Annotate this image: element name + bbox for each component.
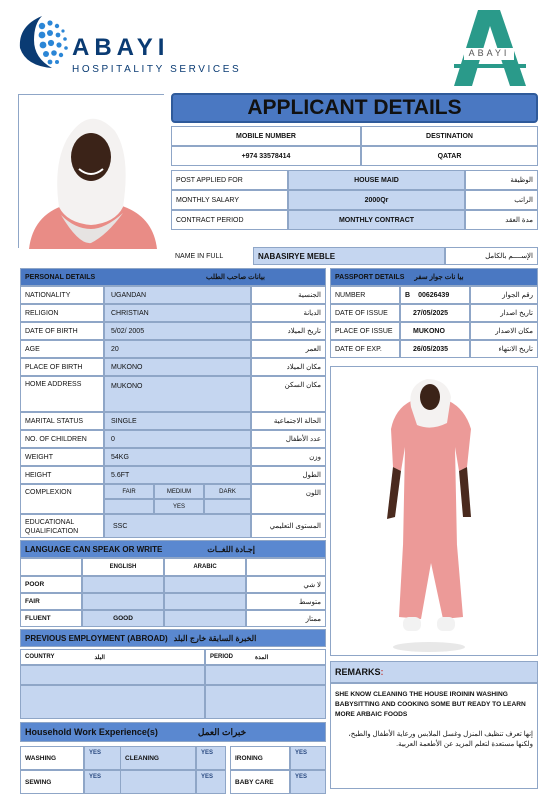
contract-value: MONTHLY CONTRACT: [288, 210, 465, 230]
passport-label-2: PLACE OF ISSUE: [330, 322, 400, 340]
name-ar: الإســــم بالكامل: [445, 247, 538, 265]
personal-value-5: MUKONO: [104, 376, 251, 412]
household-label-1: CLEANING: [120, 746, 196, 770]
secondary-logo-text: ABAYI: [468, 48, 510, 58]
salary-value: 2000Qr: [288, 190, 465, 210]
personal-ar-8: وزن: [251, 448, 326, 466]
personal-label-0: NATIONALITY: [20, 286, 104, 304]
complexion-mark: YES: [154, 499, 204, 514]
brand-name: ABAYI: [72, 34, 170, 61]
household-value-4: YES: [196, 770, 226, 794]
personal-label-4: PLACE OF BIRTH: [20, 358, 104, 376]
household-title: Household Work Experience(s): [25, 727, 158, 737]
personal-label-6: MARITAL STATUS: [20, 412, 104, 430]
personal-value-8: 54KG: [104, 448, 251, 466]
language-arabic-1: [164, 593, 246, 610]
education-ar: المستوى التعليمي: [251, 514, 326, 538]
passport-ar-0: رقم الجواز: [470, 286, 538, 304]
passport-number-1: 27/05/2025: [413, 309, 449, 317]
complexion-blank-2: [204, 499, 251, 514]
brand-tagline: HOSPITALITY SERVICES: [72, 64, 242, 75]
household-value-2: YES: [290, 746, 326, 770]
language-english-1: [82, 593, 164, 610]
language-arabic-header: ARABIC: [164, 558, 246, 576]
employment-title-ar: الخبرة السابقة خارج البلد: [173, 633, 257, 643]
passport-value-1: [400, 304, 470, 322]
employment-row-1-period: [205, 665, 326, 685]
language-ar-0: لا شي: [246, 576, 326, 593]
personal-title-ar: بيانات صاحب الطلب: [205, 274, 265, 281]
post-ar: الوظيفة: [465, 170, 538, 190]
language-english-header: ENGLISH: [82, 558, 164, 576]
personal-ar-4: مكان الميلاد: [251, 358, 326, 376]
employment-header: [20, 629, 326, 647]
personal-value-1: CHRISTIAN: [104, 304, 251, 322]
education-label: EDUCATIONAL QUALIFICATION: [20, 514, 104, 538]
destination-label: DESTINATION: [361, 126, 538, 146]
remarks-header: [330, 661, 538, 683]
personal-label-9: HEIGHT: [20, 466, 104, 484]
employment-row-1-country: [20, 665, 205, 685]
language-english-2: GOOD: [82, 610, 164, 627]
employment-title: PREVIOUS EMPLOYMENT (ABROAD): [25, 633, 168, 643]
complexion-label: COMPLEXION: [20, 484, 104, 514]
dotted-globe-icon: [12, 8, 72, 76]
language-level-0: POOR: [20, 576, 82, 593]
language-arabic-0: [164, 576, 246, 593]
passport-number-3: 26/05/2035: [413, 345, 449, 353]
employment-period: PERIOD: [210, 654, 234, 660]
passport-title-ar: بيا نات جواز سفر: [414, 274, 464, 281]
household-label-2: IRONING: [230, 746, 290, 770]
personal-label-2: DATE OF BIRTH: [20, 322, 104, 340]
post-value: HOUSE MAID: [288, 170, 465, 190]
passport-title: PASSPORT DETAILS: [335, 273, 405, 281]
complexion-ar: اللون: [251, 484, 326, 514]
personal-ar-1: الديانة: [251, 304, 326, 322]
household-label-4: [120, 770, 196, 794]
personal-ar-0: الجنسية: [251, 286, 326, 304]
remarks-title: REMARKS: [335, 667, 381, 677]
contract-ar: مدة العقد: [465, 210, 538, 230]
language-corner: [20, 558, 82, 576]
destination-value: QATAR: [361, 146, 538, 166]
language-header: [20, 540, 326, 558]
passport-header: [330, 268, 538, 286]
passport-value-2: [400, 322, 470, 340]
remarks-english: SHE KNOW CLEANING THE HOUSE IROININ WASHING BABYSITTING AND COOKING SOME BUT READY TO LEARN MORE ARBAIC FOODS: [335, 691, 526, 718]
personal-title: PERSONAL DETAILS: [25, 273, 96, 281]
company-logo: [12, 8, 262, 80]
salary-label: MONTHLY SALARY: [171, 190, 288, 210]
personal-value-7: 0: [104, 430, 251, 448]
name-value: NABASIRYE MEBLE: [253, 247, 445, 265]
passport-value-3: [400, 340, 470, 358]
employment-period-header: [205, 649, 326, 665]
household-title-ar: خبرات العمل: [197, 726, 247, 737]
passport-value-0: [400, 286, 470, 304]
remarks-colon: :: [380, 667, 384, 677]
mobile-value: +974 33578414: [171, 146, 361, 166]
household-value-0: YES: [84, 746, 196, 770]
household-label-0: WASHING: [20, 746, 84, 770]
post-label: POST APPLIED FOR: [171, 170, 288, 190]
personal-value-9: 5.6FT: [104, 466, 251, 484]
personal-value-3: 20: [104, 340, 251, 358]
passport-ar-2: مكان الاصدار: [470, 322, 538, 340]
passport-prefix-0: B: [405, 291, 411, 299]
language-corner-right: [246, 558, 326, 576]
personal-value-0: UGANDAN: [104, 286, 251, 304]
personal-label-1: RELIGION: [20, 304, 104, 322]
employment-row-2-period: [205, 685, 326, 719]
applicant-full-body-photo: [330, 366, 538, 656]
complexion-medium: MEDIUM: [154, 484, 204, 499]
language-title-ar: إجـادة اللغــات: [207, 544, 255, 554]
employment-country-ar: البلد: [94, 654, 105, 661]
personal-ar-9: الطول: [251, 466, 326, 484]
mobile-label: MOBILE NUMBER: [171, 126, 361, 146]
language-title: LANGUAGE CAN SPEAK OR WRITE: [25, 544, 163, 554]
personal-ar-2: تاريخ الميلاد: [251, 322, 326, 340]
secondary-logo: [448, 8, 530, 88]
passport-label-3: DATE OF EXP.: [330, 340, 400, 358]
household-value-3: YES: [84, 770, 196, 794]
employment-country-header: [20, 649, 205, 665]
passport-label-1: DATE OF ISSUE: [330, 304, 400, 322]
personal-label-7: NO. OF CHILDREN: [20, 430, 104, 448]
personal-ar-7: عدد الأطفال: [251, 430, 326, 448]
applicant-portrait-photo: [18, 94, 164, 248]
page-title: APPLICANT DETAILS: [171, 93, 538, 123]
household-label-5: BABY CARE: [230, 770, 290, 794]
salary-ar: الراتب: [465, 190, 538, 210]
personal-label-5: HOME ADDRESS: [20, 376, 104, 412]
personal-ar-6: الحالة الاجتماعية: [251, 412, 326, 430]
personal-header: [20, 268, 326, 286]
personal-ar-3: العمر: [251, 340, 326, 358]
complexion-blank-1: [104, 499, 154, 514]
personal-value-4: MUKONO: [104, 358, 251, 376]
passport-ar-1: تاريخ اصدار: [470, 304, 538, 322]
education-value: SSC: [104, 514, 251, 538]
language-level-2: FLUENT: [20, 610, 82, 627]
passport-number-2: MUKONO: [413, 327, 445, 335]
household-header: [20, 722, 326, 742]
language-ar-2: ممتاز: [246, 610, 326, 627]
employment-country: COUNTRY: [25, 654, 55, 660]
personal-value-2: 5/02/ 2005: [104, 322, 251, 340]
remarks-box: [330, 683, 538, 789]
complexion-fair: FAIR: [104, 484, 154, 499]
passport-ar-3: تاريخ الانتهاء: [470, 340, 538, 358]
name-label: NAME IN FULL: [175, 252, 224, 260]
personal-ar-5: مكان السكن: [251, 376, 326, 412]
contract-label: CONTRACT PERIOD: [171, 210, 288, 230]
complexion-dark: DARK: [204, 484, 251, 499]
household-value-1: YES: [196, 746, 226, 770]
employment-row-2-country: [20, 685, 205, 719]
household-value-5: YES: [290, 770, 326, 794]
language-arabic-2: [164, 610, 246, 627]
language-ar-1: متوسط: [246, 593, 326, 610]
remarks-arabic: إنها تعرف تنظيف المنزل وغسل الملابس ورعاية الأطفال والطبخ، ولكنها مستعدة لتعلم المزيد عن الأطعمة العربية.: [348, 731, 533, 748]
passport-label-0: NUMBER: [330, 286, 400, 304]
language-level-1: FAIR: [20, 593, 82, 610]
employment-period-ar: المدة: [255, 654, 269, 661]
passport-number-0: 00626439: [418, 291, 450, 299]
household-label-3: SEWING: [20, 770, 84, 794]
personal-value-6: SINGLE: [104, 412, 251, 430]
personal-label-3: AGE: [20, 340, 104, 358]
personal-label-8: WEIGHT: [20, 448, 104, 466]
language-english-0: [82, 576, 164, 593]
